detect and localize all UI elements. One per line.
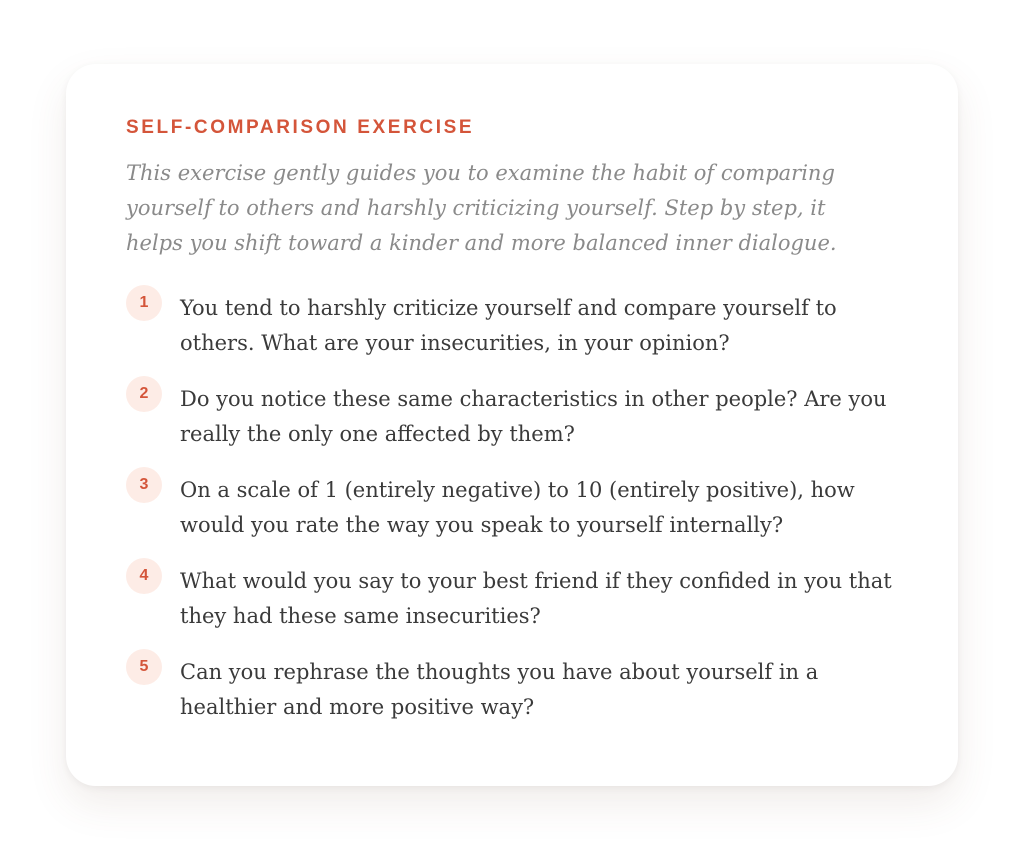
step-item <box>126 291 900 361</box>
step-item <box>126 382 900 452</box>
step-number-badge: 1 <box>126 285 162 321</box>
step-item <box>126 473 900 543</box>
step-question: Can you rephrase the thoughts you have about yourself in a healthier and more positive way? <box>180 660 819 719</box>
step-question: What would you say to your best friend if they confided in you that they had these same insecurities? <box>180 569 892 628</box>
step-number-badge: 2 <box>126 376 162 412</box>
step-question: Do you notice these same characteristics in other people? Are you really the only one affected by them? <box>180 387 887 446</box>
step-item <box>126 564 900 634</box>
step-number-badge: 3 <box>126 467 162 503</box>
exercise-title: SELF-COMPARISON EXERCISE <box>126 117 475 138</box>
step-number-badge: 5 <box>126 649 162 685</box>
step-question: You tend to harshly criticize yourself and compare yourself to others. What are your insecurities, in your opinion? <box>180 296 837 355</box>
exercise-card <box>66 64 958 786</box>
steps-list <box>126 291 900 725</box>
step-question: On a scale of 1 (entirely negative) to 10 (entirely positive), how would you rate the way you speak to yourself internally? <box>180 478 855 537</box>
step-number-badge: 4 <box>126 558 162 594</box>
step-item <box>126 655 900 725</box>
exercise-intro: This exercise gently guides you to examine the habit of comparing yourself to others and harshly criticizing yourself. Step by step, it helps you shift toward a kinder and more balanced inner dialogue. <box>126 161 837 255</box>
